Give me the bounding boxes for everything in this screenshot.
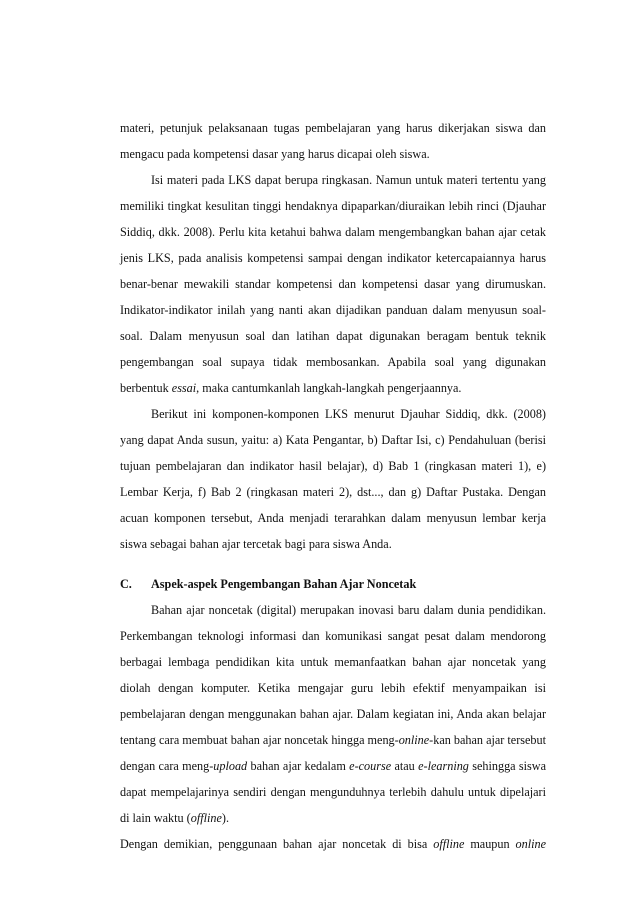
paragraph-4-text-b: -kan bahan ajar tersebut dengan cara meng- — [120, 733, 546, 773]
paragraph-3-text: Berikut ini komponen-komponen LKS menurut Djauhar Siddiq, dkk. (2008) yang dapat Anda susun, yaitu: a) Kata Pengantar, b) Daftar Isi, c) Pendahuluan (berisi tujuan pembelajaran dan indikator hasil belajar), d) Bab 1 (ringkasan materi 1), e) Lembar Kerja, f) Bab 2 (ringkasan materi 2), dst..., dan g) Daftar Pustaka. Dengan acuan komponen tersebut, Anda menjadi terarahkan dalam menyusun lembar kerja siswa sebagai bahan ajar tercetak bagi para siswa Anda. — [120, 407, 546, 551]
paragraph-4-text-f: ). — [221, 811, 230, 825]
paragraph-4 — [120, 597, 546, 831]
term-online-2: online — [515, 837, 546, 851]
paragraph-5-text-b: maupun — [464, 837, 516, 851]
section-heading — [120, 571, 546, 597]
term-e-course: e-course — [349, 759, 392, 773]
term-e-learning: e-learning — [418, 759, 469, 773]
paragraph-2 — [120, 167, 546, 401]
paragraph-4-text-c: bahan ajar kedalam — [247, 759, 350, 773]
term-upload: upload — [213, 759, 248, 773]
paragraph-4-text-e: sehingga siswa dapat mempelajarinya sendiri dengan mengunduhnya terlebih dahulu untuk dipelajari di lain waktu ( — [120, 759, 546, 825]
paragraph-5-text-a: Dengan demikian, penggunaan bahan ajar noncetak di bisa — [120, 837, 434, 851]
paragraph-4-text-a: Bahan ajar noncetak (digital) merupakan inovasi baru dalam dunia pendidikan. Perkembangan teknologi informasi dan komunikasi sangat pesat dalam mendorong berbagai lembaga pendidikan kita untuk memanfaatkan bahan ajar noncetak yang diolah dengan komputer. Ketika mengajar guru lebih efektif menyampaikan isi pembelajaran dengan menggunakan bahan ajar. Dalam kegiatan ini, Anda akan belajar tentang cara membuat bahan ajar noncetak hingga meng- — [120, 603, 546, 747]
paragraph-2-text-a: Isi materi pada LKS dapat berupa ringkasan. Namun untuk materi tertentu yang memiliki tingkat kesulitan tinggi hendaknya dipaparkan/diuraikan lebih rinci (Djauhar Siddiq, dkk. 2008). Perlu kita ketahui bahwa dalam mengembangkan bahan ajar cetak jenis LKS, pada analisis kompetensi sampai dengan indikator ketercapaiannya harus benar-benar mewakili standar kompetensi dan kompetensi dasar yang dirumuskan. Indikator-indikator inilah yang nanti akan dijadikan panduan dalam menyusun soal-soal. Dalam menyusun soal dan latihan dapat digunakan beragam bentuk teknik pengembangan soal supaya tidak membosankan. Apabila soal yang digunakan berbentuk — [120, 173, 546, 395]
paragraph-2-text-b: , maka cantumkanlah langkah-langkah pengerjaannya. — [196, 381, 462, 395]
paragraph-5 — [120, 831, 546, 857]
body-text — [120, 115, 546, 857]
paragraph-1-text: materi, petunjuk pelaksanaan tugas pembelajaran yang harus dikerjakan siswa dan mengacu pada kompetensi dasar yang harus dicapai oleh siswa. — [120, 121, 546, 161]
term-offline: offline — [190, 811, 222, 825]
term-offline-2: offline — [433, 837, 465, 851]
term-essai: essai — [171, 381, 197, 395]
section-title: Aspek-aspek Pengembangan Bahan Ajar Noncetak — [151, 577, 417, 591]
paragraph-4-text-d: atau — [391, 759, 419, 773]
paragraph-1 — [120, 115, 546, 167]
section-number: C. — [120, 577, 132, 591]
term-online: online — [398, 733, 430, 747]
paragraph-3 — [120, 401, 546, 557]
